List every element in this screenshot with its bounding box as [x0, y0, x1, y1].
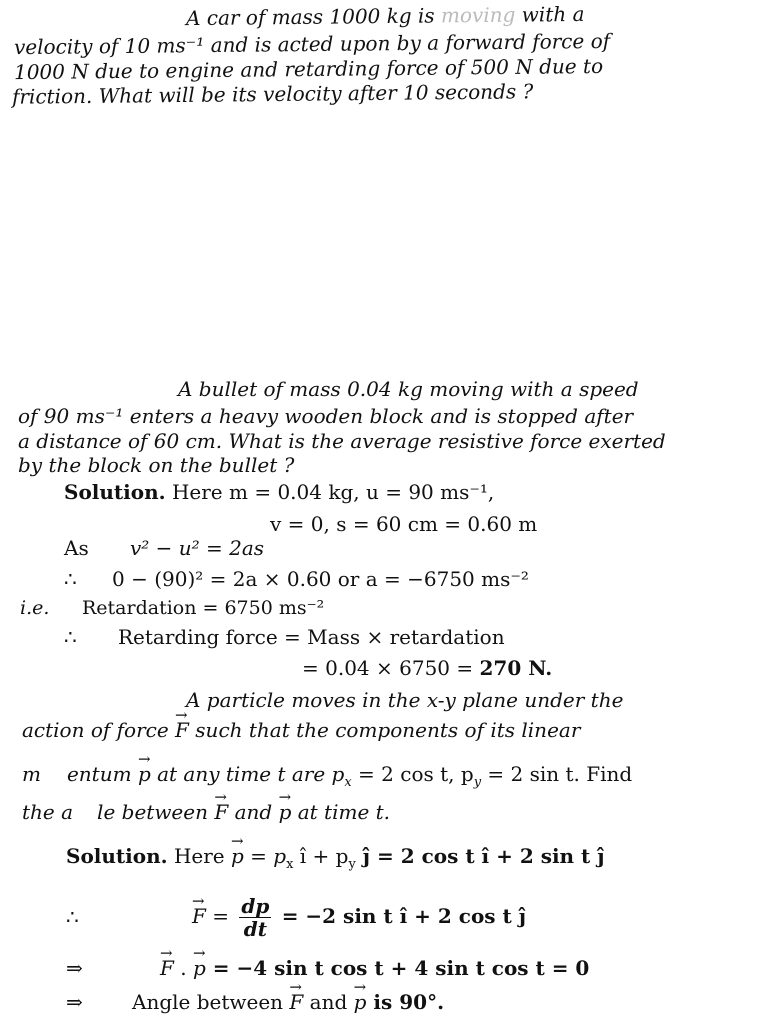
q2-answer: 270 N.: [479, 656, 553, 680]
fraction-denominator: dt: [243, 917, 267, 941]
q1-line-1: [186, 2, 585, 30]
subscript: y: [473, 775, 482, 790]
q2-solution-line-1: [64, 480, 494, 504]
q3-line-3: [22, 762, 632, 795]
q2-equation-3: Retardation = 6750 ms⁻²: [82, 597, 325, 619]
force-vector: → F: [160, 956, 174, 980]
dot-operator: .: [173, 956, 193, 980]
q3-sol-text: = p: [243, 844, 287, 868]
q2-equation-1: v² − u² = 2as: [130, 536, 265, 560]
q3-sol-text: î + p: [293, 844, 349, 868]
q3-sol-text: Here: [167, 844, 231, 868]
force-vector: → F: [175, 718, 189, 742]
q1-line-2: velocity of 10 ms⁻¹ and is acted upon by a forward force of: [13, 28, 611, 60]
q1-line-4: friction. What will be its velocity after 10 seconds ?: [11, 79, 534, 109]
q3-line-2: [22, 718, 580, 742]
therefore-symbol: ∴: [64, 567, 77, 591]
q3-solution-line-4: [132, 990, 444, 1014]
q3-solution-line-3: [160, 956, 589, 980]
q3-solution-line-2: [192, 890, 526, 942]
q3-text: = 2 sin t. Find: [481, 762, 633, 786]
q1-text: A car of mass 1000 kg is: [185, 3, 442, 31]
q2-eq5-text: = 0.04 × 6750 =: [302, 656, 480, 680]
q2-line-3: a distance of 60 cm. What is the average resistive force exerted: [18, 429, 666, 453]
q2-line-1: A bullet of mass 0.04 kg moving with a speed: [178, 377, 639, 401]
force-vector: → F: [289, 990, 303, 1014]
q3-sol-text: = −4 sin t cos t + 4 sin t cos t = 0: [205, 956, 590, 980]
q3-text: the a: [22, 800, 74, 824]
q3-line-1: A particle moves in the x-y plane under the: [186, 688, 624, 712]
subscript: x: [344, 775, 352, 790]
momentum-vector: → p: [193, 956, 206, 980]
q3-text: le between: [97, 800, 215, 824]
therefore-symbol: ∴: [66, 905, 79, 929]
q3-sol-text: ĵ = 2 cos t î + 2 sin t ĵ: [355, 844, 605, 868]
q3-sol-text: Angle between: [132, 990, 290, 1014]
solution-label: Solution.: [66, 844, 168, 868]
ie-label: i.e.: [20, 597, 50, 619]
solution-text: Here m = 0.04 kg, u = 90 ms⁻¹,: [171, 480, 495, 504]
momentum-vector: → p: [279, 800, 292, 824]
q3-text: m: [22, 762, 41, 786]
momentum-vector: → p: [138, 762, 151, 786]
q2-equation-4: Retarding force = Mass × retardation: [118, 625, 505, 649]
q3-solution-line-1: [66, 844, 605, 877]
q3-text: entum: [66, 762, 138, 786]
force-vector: → F: [192, 890, 206, 942]
q1-text: with a: [515, 1, 585, 27]
q3-text: at time t.: [291, 800, 391, 824]
q2-equation-2: 0 − (90)² = 2a × 0.60 or a = −6750 ms⁻²: [112, 567, 529, 591]
solution-label: Solution.: [64, 480, 166, 504]
fraction-numerator: dp: [241, 894, 270, 918]
q1-line-3: 1000 N due to engine and retarding force of 500 N due to: [13, 53, 604, 85]
q1-faint-word: moving: [440, 2, 516, 28]
q2-equation-5: [302, 656, 552, 680]
q2-line-2: of 90 ms⁻¹ enters a heavy wooden block and is stopped after: [18, 404, 634, 428]
q3-text: = 2 cos t, p: [351, 762, 474, 786]
q2-solution-line-2: v = 0, s = 60 cm = 0.60 m: [270, 512, 538, 536]
equals-sign: =: [212, 904, 230, 928]
q2-line-4: by the block on the bullet ?: [18, 453, 295, 477]
q3-line-4: [22, 800, 390, 824]
q3-text: such that the components of its linear: [188, 718, 581, 742]
subscript: x: [286, 857, 294, 872]
momentum-vector: → p: [354, 990, 367, 1014]
implies-arrow: ⇒: [66, 990, 83, 1014]
q3-text: action of force: [22, 718, 176, 742]
force-vector: → F: [214, 800, 228, 824]
derivative-fraction: [239, 895, 271, 940]
q3-sol-text: and: [303, 990, 354, 1014]
q3-sol-text: = −2 sin t î + 2 cos t ĵ: [281, 904, 526, 928]
subscript: y: [348, 857, 356, 872]
q3-text: at any time t are p: [150, 762, 345, 786]
q2-as-label: As: [64, 536, 89, 560]
q3-answer: is 90°.: [366, 990, 445, 1014]
momentum-vector: → p: [231, 844, 244, 868]
q3-text: and: [228, 800, 279, 824]
therefore-symbol: ∴: [64, 625, 77, 649]
implies-arrow: ⇒: [66, 956, 83, 980]
